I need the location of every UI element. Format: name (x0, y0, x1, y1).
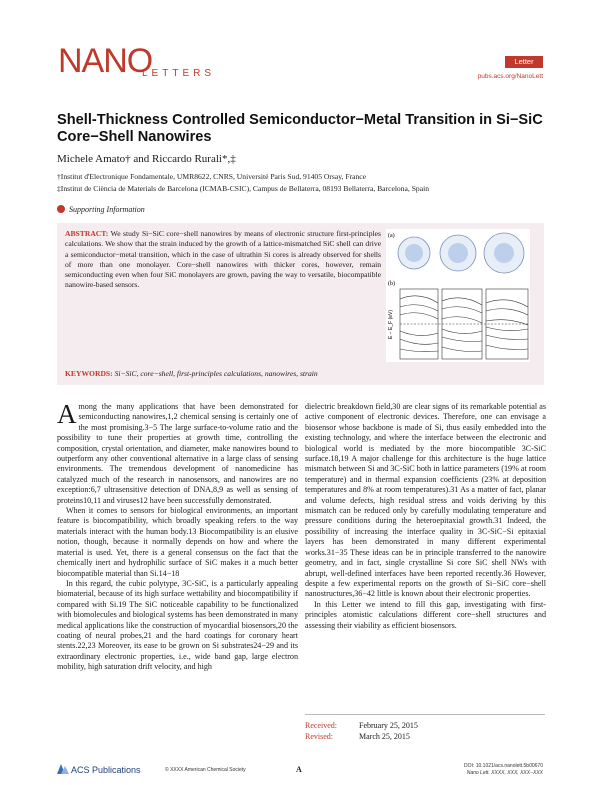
supporting-info-link[interactable] (57, 205, 145, 214)
abstract-label: ABSTRACT: (65, 229, 109, 238)
received-date: February 25, 2015 (359, 721, 418, 730)
doi-link[interactable]: DOI: 10.1021/acs.nanolett.5b00670 (464, 763, 543, 769)
supporting-info-label: Supporting Information (69, 205, 145, 214)
abstract-text (65, 229, 381, 291)
revised-date: March 25, 2015 (359, 732, 410, 741)
page-number: A (296, 765, 302, 774)
keywords-label: KEYWORDS: (65, 369, 113, 378)
copyright: © XXXX American Chemical Society (165, 767, 246, 773)
received-date-row (305, 720, 418, 731)
author-list: Michele Amato† and Riccardo Rurali*,‡ (57, 153, 236, 165)
body-paragraph: In this Letter we intend to fill this gap, investigating with first-principles atomistic calculations different core−shell structures and assessing their viability as efficient biosensors. (305, 599, 546, 630)
acs-logo-icon (57, 764, 69, 774)
body-paragraph: dielectric breakdown field,30 are clear signs of its remarkable potential as active component of electronic devices. Therefore, one can envisage a biosensor whose backbone is made of Si, thus easily embedded into the existing technology, and where the interface between the electronic and biological world is mediated by the more biocompatible 3C-SiC surface.18,19 A major challenge for this architecture is the huge lattice mismatch between Si and 3C-SiC both in lattice parameters (19% at room temperature) and in thermal expansion coefficients (23% at deposition temperatures and 8% at room temperatures).31 As a matter of fact, planar and volume defects, high residual stress and voids deriving by this mismatch can be reduced only by carefully modulating temperature and pressure conditions during the heteroepitaxial growth.31 Indeed, the possibility of increasing the interface quality in 3C-SiC−Si epitaxial layers has been demonstrated in many different experimental works.31−35 These ideas can be in principle transferred to the nanowire geometry, and in fact, single crystalline Si core SiC shell NWs with abrupt, well-defined interfaces have been reported recently.36 However, despite a few experimental reports on the growth of Si−SiC core−shell nanostructures,36−42 little is known about their electronic properties. (305, 402, 546, 599)
logo-nano-text: NANO (58, 42, 153, 80)
supporting-info-icon (57, 205, 65, 213)
nanowire-cross-sections (398, 233, 524, 273)
received-label: Received: (305, 721, 337, 730)
band-structure-plots (400, 289, 528, 359)
publisher-name: ACS Publications (71, 765, 141, 775)
toc-figure (386, 229, 530, 362)
affiliation-2: ‡Institut de Ciència de Materials de Barcelona (ICMAB-CSIC), Campus de Bellaterra, 08193 Bellaterra, Barcelona, Spain (57, 184, 429, 193)
body-paragraph-text: mong the many applications that have been demonstrated for semiconducting nanowires,1,2 chemical sensing is certainly one of the most promising.3−5 The large surface-to-volume ratio and the possibility to tune their properties at growth time, controlling the composition, crystal orientation, and diameter, make nanowires bound to outperform any other conventional alternative in a large class of sensing environments. The tremendous development of nanomedicine has catalyzed much of the research in nanosensors, and nanowires are no exception:6,7 ultrasensitive detection of DNA,8,9 as well as sensing of proteins10,11 and viruses12 have been successfully demonstrated. (57, 402, 298, 505)
keywords (65, 369, 318, 378)
article-dates (305, 720, 418, 742)
doi-block (464, 763, 543, 777)
logo-letters-text: LETTERS (142, 68, 216, 79)
article-type-badge: Letter (505, 56, 543, 68)
publisher-logo (57, 764, 141, 775)
citation: Nano Lett. XXXX, XXX, XXX−XXX (466, 770, 543, 776)
revised-date-row (305, 731, 418, 742)
dates-divider (305, 714, 545, 715)
journal-url-link[interactable]: pubs.acs.org/NanoLett (477, 73, 543, 80)
affiliation-1: †Institut d'Electronique Fondamentale, UMR8622, CNRS, Université Paris Sud, 91405 Orsay, France (57, 172, 367, 181)
abstract-body: We study Si−SiC core−shell nanowires by means of electronic structure first-principles calculations. We show that the strain induced by the growth of a lattice-mismatched SiC shell can drive a semiconductor−metal transition, which in the case of ultrathin Si cores is already observed for shells of more than one monolayer. Core−shell nanowires with thicker cores, however, remain semiconducting even when four SiC monolayers are grown, paving the way to versatile, biocompatible nanowire-based sensors. (65, 229, 382, 290)
toc-panel-a-label: (a) (388, 233, 395, 239)
body-left-column (57, 399, 298, 673)
keywords-text: Si−SiC, core−shell, first-principles calculations, nanowires, strain (114, 369, 318, 378)
body-right-column (305, 402, 546, 631)
article-title: Shell-Thickness Controlled Semiconductor−Metal Transition in Si−SiC Core−Shell Nanowires (57, 112, 543, 145)
body-paragraph: In this regard, the cubic polytype, 3C-SiC, is a particularly appealing biomaterial, because of its high surface wettability and biocompatibility if compared with Si.19 The SiC noticeable capability to be functionalized with biomolecules and biological systems has been demonstrated in many medical applications like the construction of myocardial biosensors,20 the coating of neural probes,21 and the hard coatings for coronary heart stents.22,23 Moreover, its ease to be grown on Si substrates24−29 and its extraordinary electronic properties, i.e., wide band gap, large electron mobility, high saturation drift velocity, and high (57, 578, 298, 672)
revised-label: Revised: (305, 732, 333, 741)
body-paragraph (57, 399, 298, 506)
toc-y-axis-label: E − E_F (eV) (388, 309, 394, 339)
drop-cap: A (57, 399, 77, 429)
toc-panel-b-label: (b) (388, 281, 395, 287)
toc-figure-graphic (386, 229, 530, 362)
body-paragraph: When it comes to sensors for biological environments, an important feature is biocompatibility, which broadly speaking refers to the way materials interact with the human body.13 Biocompatibility is an elusive notion, though, because it normally depends on how and where the material is used. Yet, there is a general consensus on the fact that the chemically inert and hydrophilic surface of SiC makes it a much better biocompatible material than Si.14−18 (57, 506, 298, 578)
